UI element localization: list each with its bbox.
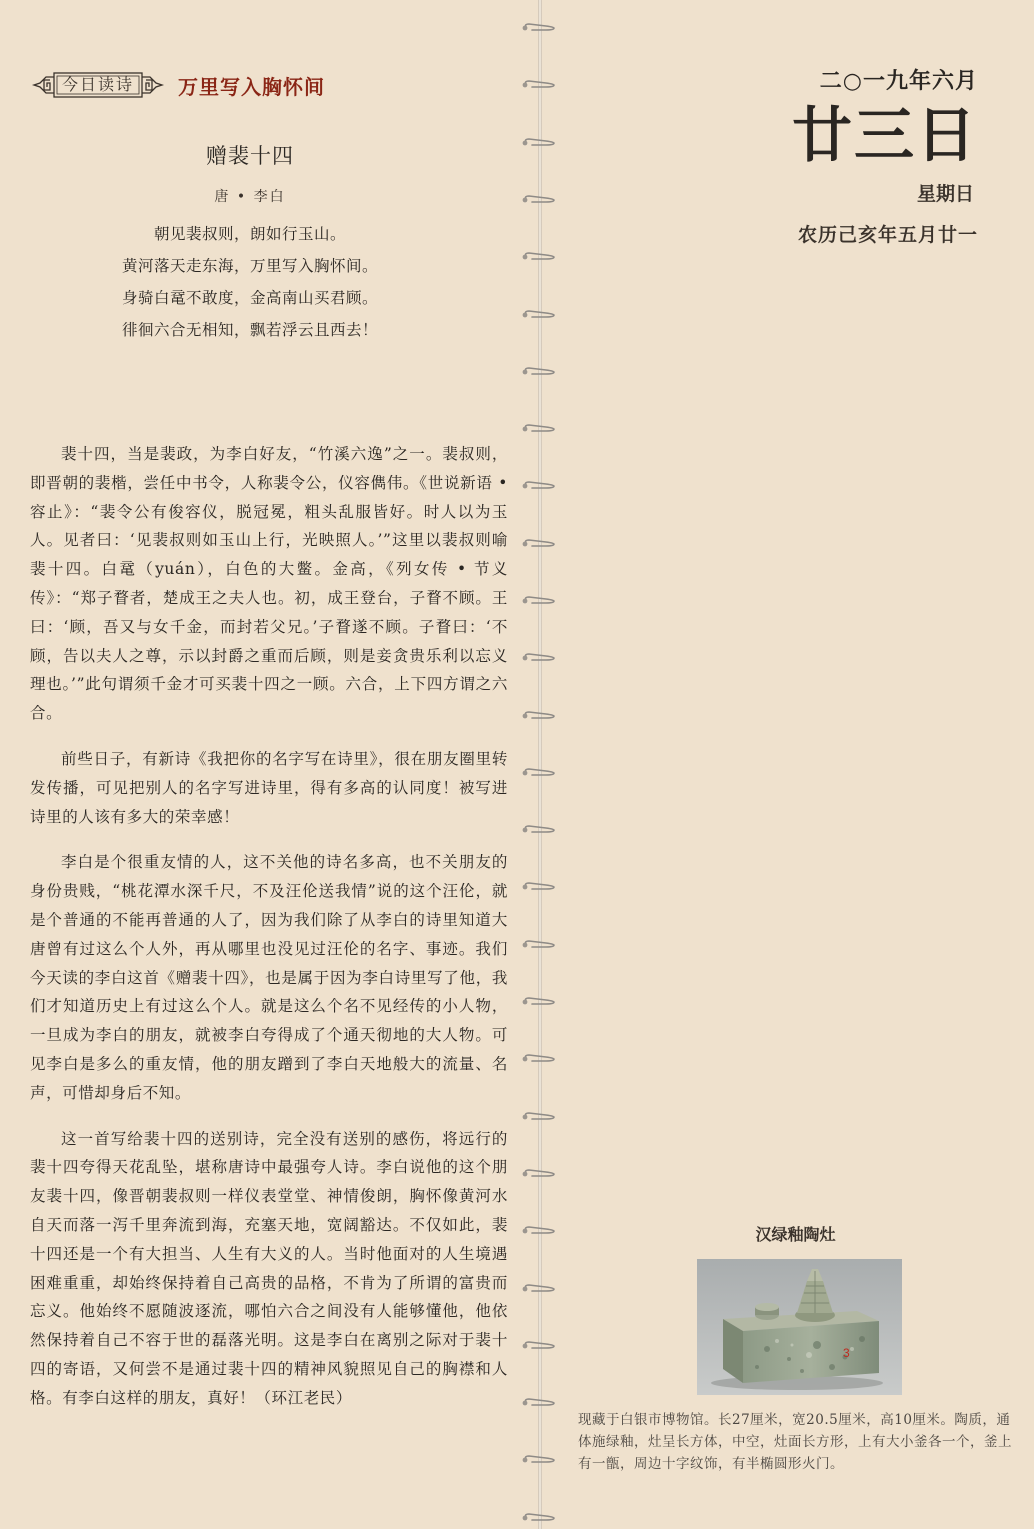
binding-ring-icon <box>520 652 560 664</box>
poem-lines <box>30 218 470 346</box>
poem-line: 朝见裴叔则，朗如行玉山。 <box>153 225 346 243</box>
binding-spine <box>520 0 560 1529</box>
binding-ring-icon <box>520 824 560 836</box>
binding-ring-icon <box>520 710 560 722</box>
weekday: 星期日 <box>916 183 974 205</box>
poem-column <box>30 68 508 1407</box>
binding-ring-icon <box>520 538 560 550</box>
header-row <box>30 68 508 102</box>
badge-label: 今日读诗 <box>61 75 134 94</box>
binding-ring-icon <box>520 480 560 492</box>
commentary <box>30 440 508 1430</box>
commentary-paragraph: 前些日子，有新诗《我把你的名字写在诗里》，很在朋友圈里转发传播，可见把别人的名字写进诗里，得有多高的认同度！被写进诗里的人该有多大的荣幸感！ <box>30 749 508 826</box>
binding-ring-icon <box>520 939 560 951</box>
spine-line <box>538 0 542 1529</box>
artifact-photo <box>697 1259 902 1395</box>
binding-ring-icon <box>520 1225 560 1237</box>
binding-ring-icon <box>520 767 560 779</box>
commentary-paragraph: 这一首写给裴十四的送别诗，完全没有送别的感伤，将远行的裴十四夸得天花乱坠，堪称唐诗中最强夸人诗。李白说他的这个朋友裴十四，像晋朝裴叔则一样仪表堂堂、神情俊朗，胸怀像黄河水自天而落一泻千里奔流到海，充塞天地，宽阔豁达。不仅如此，裴十四还是一个有大担当、人生有大义的人。当时他面对的人生境遇困难重重，却始终保持着自己高贵的品格，不肯为了所谓的富贵而忘义。他始终不愿随波逐流，哪怕六合之间没有人能够懂他，他依然保持着自己不容于世的磊落光明。这是李白在离别之际对于裴十四的寄语，又何尝不是通过裴十四的精神风貌照见自己的胸襟和人格。有李白这样的朋友，真好！（环江老民） <box>30 1129 508 1407</box>
binding-ring-icon <box>520 1454 560 1466</box>
binding-ring-icon <box>520 79 560 91</box>
binding-ring-icon <box>520 22 560 34</box>
binding-ring-icon <box>520 1111 560 1123</box>
binding-ring-icon <box>520 1168 560 1180</box>
today-poem-badge <box>30 68 166 102</box>
lunar-date: 农历己亥年五月廿一 <box>797 224 978 246</box>
poem-title: 赠裴十四 <box>206 144 294 168</box>
binding-ring-icon <box>520 1283 560 1295</box>
binding-ring-icon <box>520 251 560 263</box>
artifact-block <box>578 1222 1018 1475</box>
binding-ring-icon <box>520 137 560 149</box>
binding-ring-icon <box>520 423 560 435</box>
commentary-paragraph: 李白是个很重友情的人，这不关他的诗名多高，也不关朋友的身份贵贱，“桃花潭水深千尺，不及汪伦送我情”说的这个汪伦，就是个普通的不能再普通的人了，因为我们除了从李白的诗里知道大唐曾有过这么个人外，再从哪里也没见过汪伦的名字、事迹。我们今天读的李白这首《赠裴十四》，也是属于因为李白诗里写了他，我们才知道历史上有过这么个人。就是这么个名不见经传的小人物，一旦成为李白的朋友，就被李白夸得成了个通天彻地的大人物。可见李白是多么的重友情，他的朋友蹭到了李白天地般大的流量、名声，可惜却身后不知。 <box>30 853 508 1102</box>
binding-ring-icon <box>520 1053 560 1065</box>
day: 廿三日 <box>792 101 978 171</box>
binding-ring-icon <box>520 881 560 893</box>
binding-ring-icon <box>520 1340 560 1352</box>
binding-ring-icon <box>520 1512 560 1524</box>
binding-ring-icon <box>520 1397 560 1409</box>
binding-ring-icon <box>520 996 560 1008</box>
poem-line: 黄河落天走东海，万里写入胸怀间。 <box>121 257 378 275</box>
commentary-paragraph: 裴十四，当是裴政，为李白好友，“竹溪六逸”之一。裴叔则，即晋朝的裴楷，尝任中书令，人称裴令公，仪容儁伟。《世说新语 • 容止》：“裴令公有俊容仪，脱冠冕，粗头乱服皆好。时人以为玉人。见者曰：‘见裴叔则如玉山上行，光映照人。’”这里以裴叔则喻裴十四。白鼋（yuán），白色的大鳖。金高，《列女传 • 节义传》：“郑子瞀者，楚成王之夫人也。初，成王登台，子瞀不顾。王曰：‘顾，吾又与女千金，而封若父兄。’子瞀遂不顾。子瞀曰：‘不顾，告以夫人之尊，示以封爵之重而后顾，则是妾贪贵乐利以忘义理也。’”此句谓须千金才可买裴十四之一顾。六合，上下四方谓之六合。 <box>30 445 508 723</box>
poem-author: 唐 • 李白 <box>214 189 286 205</box>
pottery-stove-image <box>697 1259 902 1395</box>
date-block <box>792 64 978 247</box>
headline: 万里写入胸怀间 <box>178 74 325 99</box>
binding-ring-icon <box>520 595 560 607</box>
binding-ring-icon <box>520 194 560 206</box>
poem-block <box>30 140 470 346</box>
poem-line: 身骑白鼋不敢度，金高南山买君顾。 <box>121 289 378 307</box>
year-month: 二○一九年六月 <box>819 68 978 94</box>
artifact-title: 汉绿釉陶灶 <box>755 1225 836 1244</box>
binding-ring-icon <box>520 309 560 321</box>
binding-ring-icon <box>520 366 560 378</box>
artifact-number-mark: 3 <box>843 1346 850 1360</box>
poem-line: 徘徊六合无相知，飘若浮云且西去！ <box>121 321 378 339</box>
artifact-caption: 现藏于白银市博物馆。长27厘米，宽20.5厘米，高10厘米。陶质，通体施绿釉，灶呈长方体，中空，灶面长方形，上有大小釜各一个，釜上有一甑，周边十字纹饰，有半椭圆形火门。 <box>578 1412 1012 1472</box>
